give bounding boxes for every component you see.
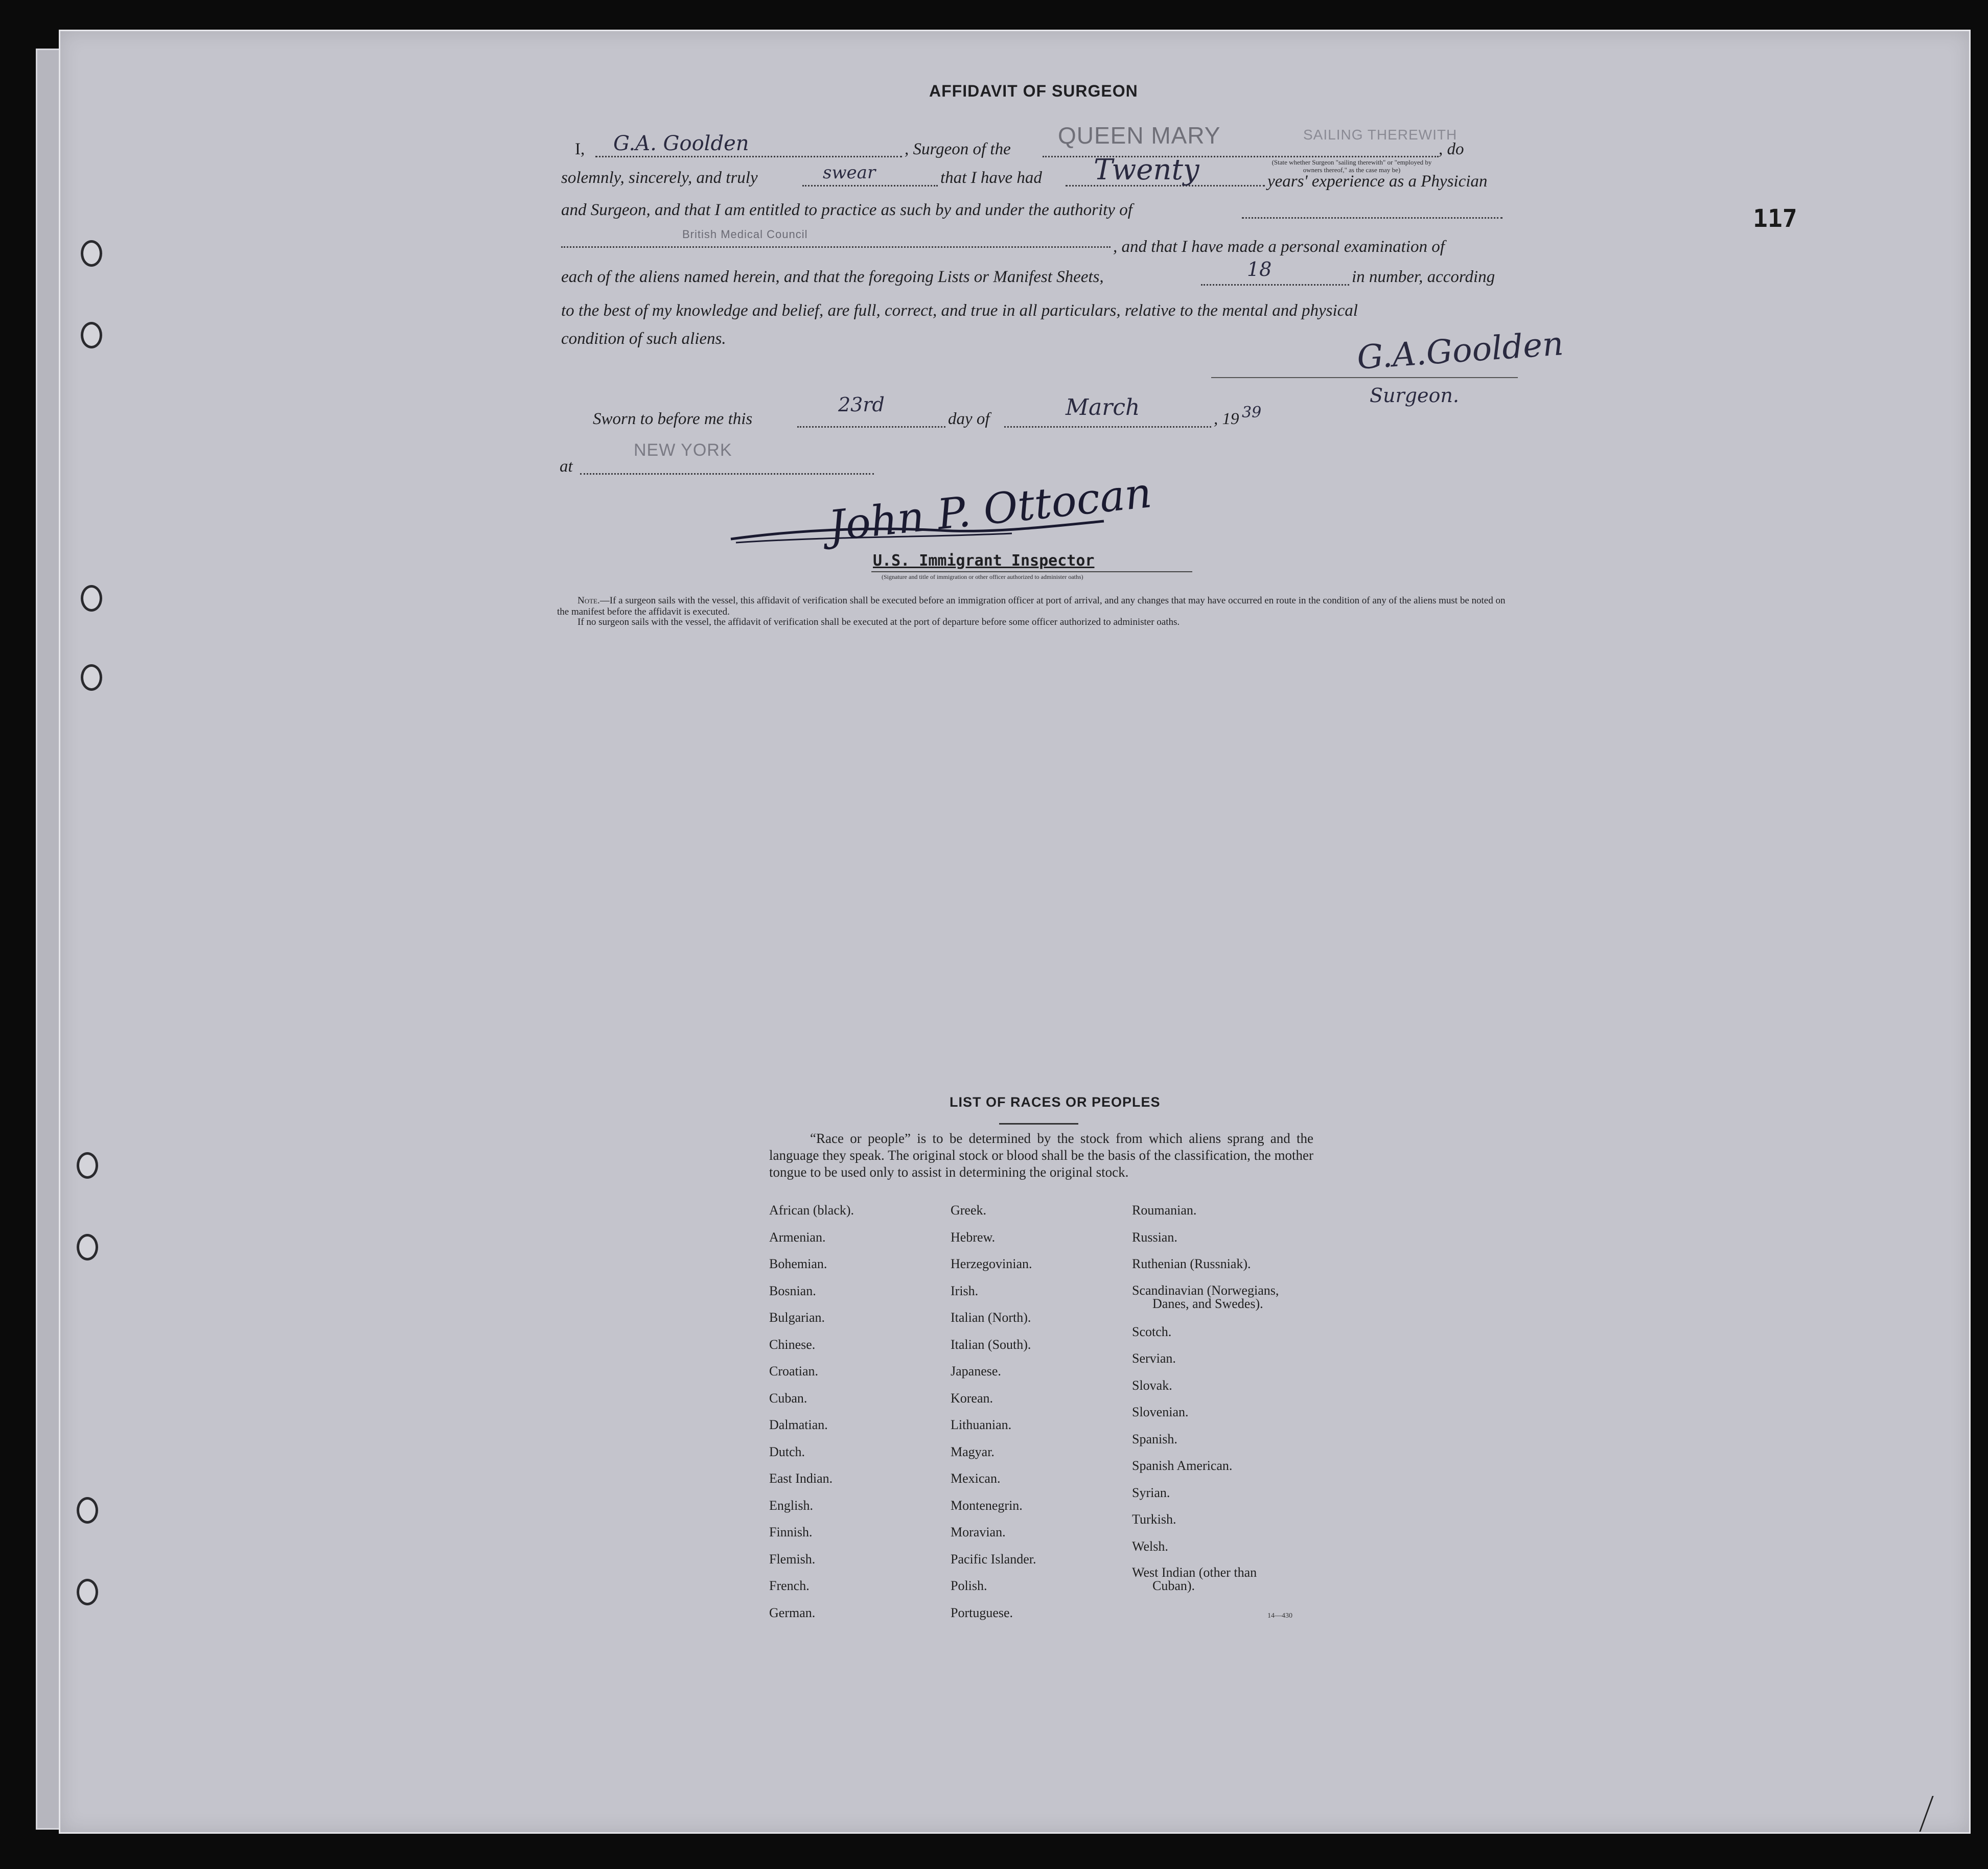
- sworn-month-line: [1004, 426, 1211, 428]
- race-item: Slovak.: [1132, 1377, 1172, 1393]
- year-suffix: 39: [1242, 404, 1262, 422]
- sworn-day: 23rd: [838, 393, 885, 416]
- race-item-line: Danes, and Swedes).: [1152, 1296, 1263, 1311]
- race-item: Russian.: [1132, 1229, 1177, 1245]
- races-intro: “Race or people” is to be determined by the stock from which aliens sprang and the language they speak. The original stock or blood shall be the basis of the classification, the mother tongue to be used only to assist in determining the original stock.: [769, 1131, 1313, 1180]
- race-item-scandinavian: [1132, 1284, 1279, 1325]
- have-had-label: that I have had: [940, 169, 1042, 187]
- oath-line: [802, 185, 938, 186]
- bleed-through-row: [184, 572, 1819, 582]
- race-item: Welsh.: [1132, 1538, 1168, 1554]
- races-column-2: [951, 1203, 1036, 1632]
- race-item: Chinese.: [769, 1337, 816, 1352]
- race-item: Flemish.: [769, 1551, 816, 1567]
- race-item: Turkish.: [1132, 1512, 1176, 1527]
- place-line: [580, 473, 874, 475]
- bleed-through-row: [184, 531, 1819, 542]
- manifest-sheets-label: each of the aliens named herein, and that the foregoing Lists or Manifest Sheets,: [561, 268, 1104, 286]
- bleed-through-row: [184, 613, 1819, 623]
- punch-hole: [77, 1152, 98, 1179]
- races-column-3: [1132, 1203, 1279, 1597]
- race-item: German.: [769, 1605, 816, 1620]
- page-number: 117: [1753, 204, 1797, 233]
- race-item: Hebrew.: [951, 1229, 996, 1245]
- note-label: Note.: [577, 595, 600, 606]
- examination-label: , and that I have made a personal examination of: [1113, 238, 1445, 256]
- bleed-through-row: [184, 492, 1819, 502]
- race-item-line: Cuban).: [1152, 1578, 1195, 1593]
- form-number: 14—430: [1267, 1612, 1292, 1620]
- knowledge-label: to the best of my knowledge and belief, are full, correct, and true in all particulars, relative to the mental and physical: [561, 301, 1358, 320]
- race-item: Bulgarian.: [769, 1310, 825, 1325]
- race-item: Greek.: [951, 1203, 987, 1218]
- race-item: Bohemian.: [769, 1256, 827, 1271]
- authority-stamp: British Medical Council: [682, 228, 808, 241]
- race-item: East Indian.: [769, 1471, 833, 1486]
- punch-hole: [81, 240, 102, 267]
- punch-hole: [81, 664, 102, 691]
- race-item: Korean.: [951, 1390, 993, 1406]
- place-stamp: NEW YORK: [634, 440, 732, 460]
- bleed-through-row: [184, 692, 1819, 703]
- race-item: Finnish.: [769, 1525, 813, 1539]
- in-number-label: in number, according: [1352, 268, 1495, 286]
- surgeon-title: Surgeon.: [1370, 384, 1459, 407]
- note-paragraph-2: If no surgeon sails with the vessel, the affidavit of verification shall be executed at the port of departure before some officer authorized to administer oaths.: [577, 617, 1180, 627]
- race-item-line: West Indian (other than: [1132, 1565, 1257, 1580]
- race-item: Roumanian.: [1132, 1203, 1197, 1218]
- race-item: Magyar.: [951, 1444, 995, 1459]
- punch-hole: [81, 585, 102, 612]
- race-item: Montenegrin.: [951, 1498, 1023, 1513]
- punch-hole: [77, 1579, 98, 1605]
- surgeon-signature: G.A.Goolden: [1355, 324, 1565, 378]
- race-item: Italian (South).: [951, 1337, 1031, 1352]
- race-item: Syrian.: [1132, 1485, 1170, 1500]
- race-item: Moravian.: [951, 1525, 1006, 1539]
- race-item: Japanese.: [951, 1364, 1001, 1379]
- affidavit-title: AFFIDAVIT OF SURGEON: [929, 82, 1138, 100]
- punch-hole: [81, 322, 102, 348]
- race-item: Armenian.: [769, 1229, 826, 1245]
- race-item: Dalmatian.: [769, 1417, 828, 1432]
- surgeon-of-label: , Surgeon of the: [905, 140, 1011, 158]
- race-item: French.: [769, 1578, 810, 1593]
- race-item: Herzegovinian.: [951, 1256, 1032, 1271]
- do-label: , do: [1439, 140, 1464, 158]
- races-column-1: [769, 1203, 854, 1632]
- sworn-day-line: [797, 426, 945, 428]
- sworn-month: March: [1066, 394, 1140, 420]
- sheets-line: [1201, 284, 1349, 286]
- ship-name-stamp: QUEEN MARY: [1058, 122, 1221, 149]
- surgeon-name: G.A. Goolden: [613, 132, 749, 155]
- condition-label: condition of such aliens.: [561, 330, 726, 348]
- signature-rule: [1211, 377, 1518, 378]
- race-item: Slovenian.: [1132, 1405, 1189, 1419]
- surgeon-name-line: [595, 156, 902, 157]
- races-title-rule: [999, 1123, 1078, 1125]
- authority-label: and Surgeon, and that I am entitled to practice as such by and under the authority of: [561, 201, 1132, 219]
- races-title: LIST OF RACES OR PEOPLES: [950, 1094, 1161, 1110]
- race-item: African (black).: [769, 1203, 854, 1218]
- sworn-label: Sworn to before me this: [593, 410, 753, 428]
- at-label: at: [560, 457, 573, 476]
- years-count: Twenty: [1094, 153, 1199, 186]
- race-item: Polish.: [951, 1578, 987, 1593]
- authority-line-b: [561, 246, 1111, 248]
- authority-line-a: [1242, 217, 1502, 219]
- race-item: Dutch.: [769, 1444, 805, 1459]
- experience-label: years' experience as a Physician: [1267, 172, 1488, 191]
- oath-word: swear: [823, 162, 876, 183]
- note-text-1: —If a surgeon sails with the vessel, this affidavit of verification shall be executed before an immigration officer at port of arrival, and any changes that may have occurred en route in the condition of any of the aliens must be noted on the manifest before the affidavit is executed.: [557, 595, 1506, 617]
- inspector-signature: John P. Ottocan: [826, 469, 1154, 551]
- status-note: (State whether Surgeon "sailing therewith" or "employed by owners thereof," as the case may be): [1272, 158, 1432, 174]
- race-item: Pacific Islander.: [951, 1551, 1036, 1567]
- race-item: Scotch.: [1132, 1324, 1172, 1339]
- race-item: Ruthenian (Russniak).: [1132, 1256, 1251, 1271]
- race-item: Spanish.: [1132, 1431, 1177, 1446]
- race-item: English.: [769, 1498, 813, 1513]
- sailing-status-stamp: SAILING THEREWITH: [1303, 127, 1458, 143]
- bleed-through-row: [184, 731, 1819, 741]
- race-item-line: Scandinavian (Norwegians,: [1132, 1282, 1279, 1298]
- affidavit-prefix: I,: [575, 140, 585, 158]
- inspector-title: U.S. Immigrant Inspector: [873, 552, 1095, 570]
- race-item: Italian (North).: [951, 1310, 1031, 1325]
- inspector-note: (Signature and title of immigration or other officer authorized to administer oaths): [882, 573, 1083, 580]
- race-item-west-indian: [1132, 1566, 1279, 1597]
- race-item: Servian.: [1132, 1351, 1176, 1366]
- race-item: Spanish American.: [1132, 1458, 1233, 1473]
- race-item: Lithuanian.: [951, 1417, 1012, 1432]
- race-item: Bosnian.: [769, 1283, 816, 1298]
- race-item: Irish.: [951, 1283, 979, 1298]
- punch-hole: [77, 1234, 98, 1260]
- sheets-count: 18: [1247, 258, 1272, 281]
- bleed-through-row: [184, 654, 1819, 664]
- solemnly-label: solemnly, sincerely, and truly: [561, 169, 758, 187]
- race-item: Mexican.: [951, 1471, 1001, 1486]
- race-item: Cuban.: [769, 1390, 807, 1406]
- year-prefix: , 19: [1214, 410, 1239, 428]
- race-item: Croatian.: [769, 1364, 819, 1379]
- race-item: Portuguese.: [951, 1605, 1013, 1620]
- punch-hole: [77, 1497, 98, 1524]
- day-of-label: day of: [948, 410, 990, 428]
